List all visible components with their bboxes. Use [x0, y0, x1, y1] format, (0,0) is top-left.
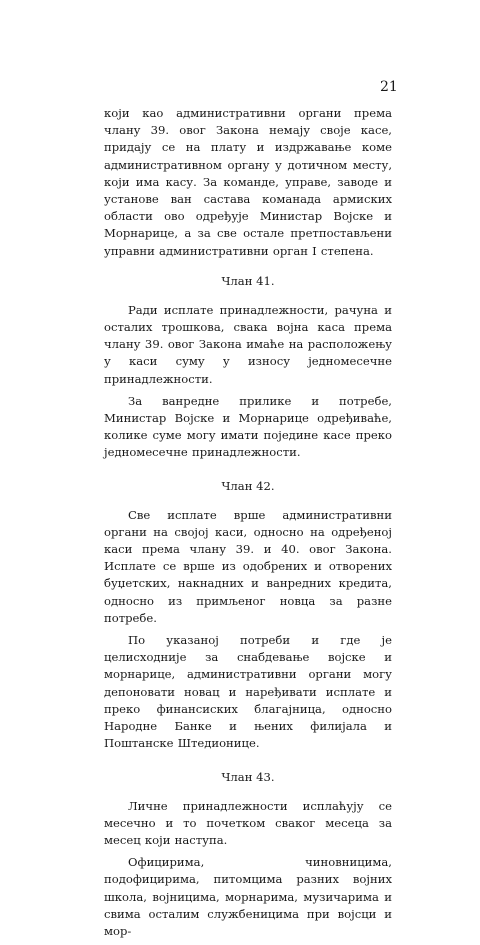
article-heading-41: Члан 41. [221, 273, 275, 288]
article-43-paragraph-1: Личне принадлежности исплаћују се месечно и то почетком сваког месеца за месец који наступа. [104, 798, 392, 847]
page-number: 21 [380, 79, 398, 95]
article-41-paragraph-2: За ванредне прилике и потребе, Министар Војске и Морнарице одређиваће, колике суме могу имати поједине касе преко једномесечне принадлежности. [104, 393, 392, 460]
article-41-paragraph-1: Ради исплате принадлежности, рачуна и осталих трошкова, свака војна каса према члану 39. овог Закона имаће на расположењу у каси суму у износу једномесечне принадлежности. [104, 302, 392, 386]
paragraph-continued: који као административни органи према члану 39. овог Закона немају своје касе, придају се на плату и издржавање коме административном органу у дотичном месту, који има касу. За команде, управе, заводе и установе ван састава команада армиских области ово одређује Министар Војске и Морнарице, а за све остале претпостављени управни административни орган I степена. [104, 106, 392, 258]
article-43-paragraph-2: Официрима, чиновницима, подофицирима, питомцима разних војних школа, војницима, морнарима, музичарима и свима осталим службеницима при војсци и мор- [104, 855, 392, 938]
document-body [104, 105, 392, 945]
article-42-paragraph-2: По указаној потреби и где је целисходније за снабдевање војске и морнарице, административни органи могу депоновати новац и наређивати исплате и преко финансиских благајница, односно Народне Банке и њених филијала и Поштанске Штедионице. [104, 633, 392, 751]
article-heading-43: Члан 43. [221, 769, 275, 784]
article-heading-42: Члан 42. [221, 478, 275, 493]
article-42-paragraph-1: Све исплате врше административни органи на својој каси, односно на одређеној каси према члану 39. и 40. овог Закона. Исплате се врше из одобрених и отворених буџетских, накнадних и ванредних кредита, односно из примљеног новца за разне потребе. [104, 507, 392, 625]
